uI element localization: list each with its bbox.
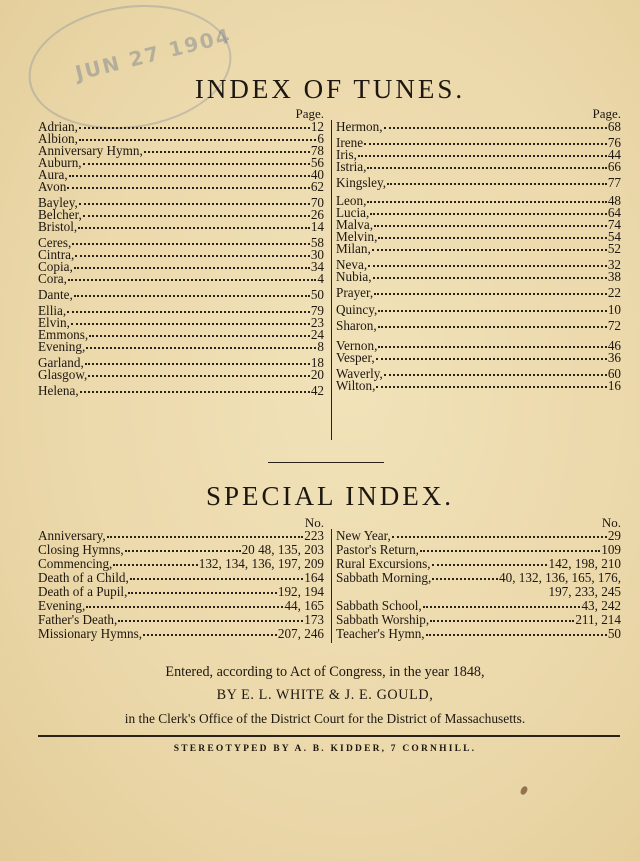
entry-name: Hermon, [336,119,383,134]
entry-name: Vernon, [336,338,378,353]
entry-number: 40 [310,167,324,182]
index-entry [336,543,621,557]
entry-number: 4 [317,271,324,286]
index-entry [336,379,621,393]
index-entry [336,120,621,134]
index-entry [336,351,621,365]
entry-number: 44, 165 [284,598,324,613]
entry-name: Kingsley, [336,175,387,190]
entry-number: 207, 246 [277,626,324,641]
entry-name: Death of a Child, [38,570,129,585]
entry-name: Glasgow, [38,367,88,382]
entry-name: Helena, [38,383,79,398]
dot-leader [67,187,309,189]
dot-leader [367,201,606,203]
entry-number: 142, 198, 210 [548,556,621,571]
entry-number: 32 [607,257,621,272]
entry-number: 29 [607,528,621,543]
entry-name: Evening, [38,598,86,613]
index-entry [336,270,621,284]
entry-name: Copia, [38,259,73,274]
index-entry [336,599,621,613]
entry-name: Malva, [336,217,373,232]
entry-number: 58 [310,235,324,250]
index-entry [38,599,324,613]
entry-number: 74 [607,217,621,232]
dot-leader [118,620,303,622]
entry-name: Sabbath Worship, [336,612,430,627]
index-entry [38,288,324,302]
dot-leader [373,277,607,279]
dot-leader [88,375,309,377]
entry-number: 52 [607,241,621,256]
dot-leader [378,346,606,348]
entry-name: Leon, [336,193,367,208]
entry-number: 8 [317,339,324,354]
dot-leader [89,335,310,337]
entry-number: 12 [310,119,324,134]
dot-leader [79,139,316,141]
index-entry [336,613,621,627]
index-entry [38,543,324,557]
entry-number: 79 [310,303,324,318]
stamp-date: JUN 27 1904 [72,23,234,86]
entry-name: Missionary Hymns, [38,626,143,641]
entry-number: 14 [310,219,324,234]
dot-leader [67,311,310,313]
dot-leader [374,225,607,227]
entry-number: 23 [310,315,324,330]
copyright-line-1: Entered, according to Act of Congress, in the year 1848, [165,664,485,680]
dot-leader [367,167,606,169]
entry-name: Quincy, [336,302,378,317]
entry-name: Cora, [38,271,67,286]
entry-number: 54 [607,229,621,244]
entry-number: 43, 242 [581,598,621,613]
dot-leader [378,237,606,239]
entry-number: 50 [607,626,621,641]
entry-name: Rural Excursions, [336,556,431,571]
dot-leader [364,143,607,145]
section-divider [268,462,384,463]
index-entry [336,160,621,174]
index-entry [336,286,621,300]
entry-name: Lucia, [336,205,370,220]
dot-leader [74,267,310,269]
special-column-divider [331,529,332,643]
entry-number: 77 [607,175,621,190]
entry-name: Avon [38,179,67,194]
dot-leader [358,155,607,157]
index-entry [336,319,621,333]
entry-name: Prayer, [336,285,374,300]
dot-leader [79,127,310,129]
special-left-column [38,529,324,647]
entry-number: 197, 233, 245 [548,584,621,599]
dot-leader [78,227,310,229]
entry-number: 76 [607,135,621,150]
dot-leader [130,578,303,580]
entry-name: Irene [336,135,364,150]
entry-number: 68 [607,119,621,134]
entry-number: 22 [607,285,621,300]
dot-leader [432,564,548,566]
entry-number: 30 [310,247,324,262]
index-entry [38,368,324,382]
entry-name: Sabbath School, [336,598,422,613]
dot-leader [376,358,607,360]
entry-number: 64 [607,205,621,220]
dot-leader [85,363,310,365]
dot-leader [426,634,607,636]
dot-leader [79,203,310,205]
entry-name: Milan, [336,241,371,256]
entry-number: 78 [310,143,324,158]
index-entry [38,529,324,543]
entry-name: Elvin, [38,315,70,330]
entry-name: Cintra, [38,247,75,262]
copyright-line-2: BY E. L. WHITE & J. E. GOULD, [216,687,434,703]
index-entry [38,180,324,194]
entry-name: Wilton, [336,378,376,393]
entry-name: Teacher's Hymn, [336,626,425,641]
entry-number: 56 [310,155,324,170]
stereotyper-imprint: STEREOTYPED BY A. B. KIDDER, 7 CORNHILL. [173,744,477,754]
entry-name: Nubia, [336,269,372,284]
dot-leader [69,175,310,177]
tunes-left-column [38,120,324,442]
dot-leader [143,634,277,636]
entry-name: Anniversary, [38,528,106,543]
dot-leader [430,620,574,622]
entry-number: 38 [607,269,621,284]
entry-number: 18 [310,355,324,370]
entry-name: Dante, [38,287,73,302]
dot-leader [368,265,607,267]
dot-leader [83,215,310,217]
entry-number: 34 [310,259,324,274]
entry-name: Auburn, [38,155,82,170]
entry-number: 42 [310,383,324,398]
dot-leader [387,183,607,185]
entry-name: Waverly, [336,366,383,381]
entry-name: Ceres, [38,235,72,250]
entry-number: 192, 194 [277,584,324,599]
entry-number: 26 [310,207,324,222]
entry-number: 173 [304,612,324,627]
entry-name: Emmons, [38,327,89,342]
entry-name: Albion, [38,131,78,146]
entry-number: 10 [607,302,621,317]
entry-name: Bayley, [38,195,78,210]
tunes-right-page-header: Page. [592,106,621,121]
index-entry [336,529,621,543]
index-entry [336,176,621,190]
entry-name: Melvin, [336,229,378,244]
dot-leader [80,391,310,393]
entry-number: 40, 132, 136, 165, 176, [499,570,621,585]
entry-number: 24 [310,327,324,342]
dot-leader [392,536,607,538]
index-of-tunes-title: INDEX OF TUNES. [194,74,466,104]
index-entry [38,220,324,234]
dot-leader [420,550,600,552]
dot-leader [128,592,276,594]
entry-name: Ellia, [38,303,67,318]
dot-leader [83,163,310,165]
entry-name: Commencing, [38,556,113,571]
entry-name: Belcher, [38,207,82,222]
entry-number: 48 [607,193,621,208]
dot-leader [86,347,316,349]
special-right-no-header: No. [601,515,621,530]
tunes-column-divider [331,120,332,440]
entry-number: 20 48, 135, 203 [241,542,324,557]
dot-leader [378,326,607,328]
tunes-right-column [336,120,621,442]
entry-number: 36 [607,350,621,365]
entry-number: 44 [607,147,621,162]
entry-name: Istria, [336,159,367,174]
entry-name: Bristol, [38,219,78,234]
special-left-no-header: No. [304,515,324,530]
dot-leader [384,127,607,129]
entry-number: 72 [607,318,621,333]
copyright-line-3: in the Clerk's Office of the District Court for the District of Massachusetts. [124,711,526,726]
entry-number: 20 [310,367,324,382]
dot-leader [68,279,316,281]
entry-name: Closing Hymns, [38,542,124,557]
entry-name: Pastor's Return, [336,542,419,557]
entry-number: 50 [310,287,324,302]
index-entry [38,340,324,354]
tunes-left-page-header: Page. [295,106,324,121]
entry-number: 6 [317,131,324,146]
entry-number: 164 [304,570,324,585]
dot-leader [372,249,607,251]
index-entry [336,571,621,585]
dot-leader [432,578,498,580]
entry-name: Neva, [336,257,368,272]
entry-name: Sharon, [336,318,377,333]
dot-leader [144,151,310,153]
dot-leader [71,323,310,325]
index-entry [38,585,324,599]
dot-leader [107,536,304,538]
index-entry [336,242,621,256]
entry-name: Anniversary Hymn, [38,143,143,158]
entry-name: Evening, [38,339,86,354]
footer-rule [38,735,620,737]
entry-name: Iris, [336,147,357,162]
index-entry [38,627,324,641]
entry-number: 70 [310,195,324,210]
entry-name: Garland, [38,355,84,370]
index-entry [336,303,621,317]
dot-leader [125,550,241,552]
entry-number: 62 [310,179,324,194]
entry-name: Death of a Pupil, [38,584,128,599]
index-entry [38,272,324,286]
entry-name: Sabbath Morning, [336,570,432,585]
special-index-title: SPECIAL INDEX. [206,481,454,511]
entry-number: 109 [601,542,621,557]
dot-leader [74,295,310,297]
index-entry [336,585,621,599]
entry-name: New Year, [336,528,391,543]
dot-leader [384,374,607,376]
dot-leader [378,310,607,312]
index-entry [38,384,324,398]
special-right-column [336,529,621,647]
ink-mark [519,785,529,796]
index-entry [38,557,324,571]
dot-leader [113,564,197,566]
entry-number: 66 [607,159,621,174]
entry-number: 223 [304,528,324,543]
entry-number: 132, 134, 136, 197, 209 [198,556,324,571]
dot-leader [376,386,606,388]
index-entry [336,557,621,571]
dot-leader [370,213,606,215]
entry-name: Father's Death, [38,612,118,627]
entry-name: Adrian, [38,119,78,134]
dot-leader [72,243,309,245]
dot-leader [423,606,581,608]
entry-name: Vesper, [336,350,375,365]
entry-name: Aura, [38,167,68,182]
dot-leader [75,255,310,257]
entry-number: 16 [607,378,621,393]
dot-leader [374,293,607,295]
dot-leader [86,606,283,608]
entry-number: 46 [607,338,621,353]
index-entry [38,613,324,627]
entry-number: 60 [607,366,621,381]
index-entry [38,571,324,585]
entry-number: 211, 214 [575,612,621,627]
index-entry [336,627,621,641]
